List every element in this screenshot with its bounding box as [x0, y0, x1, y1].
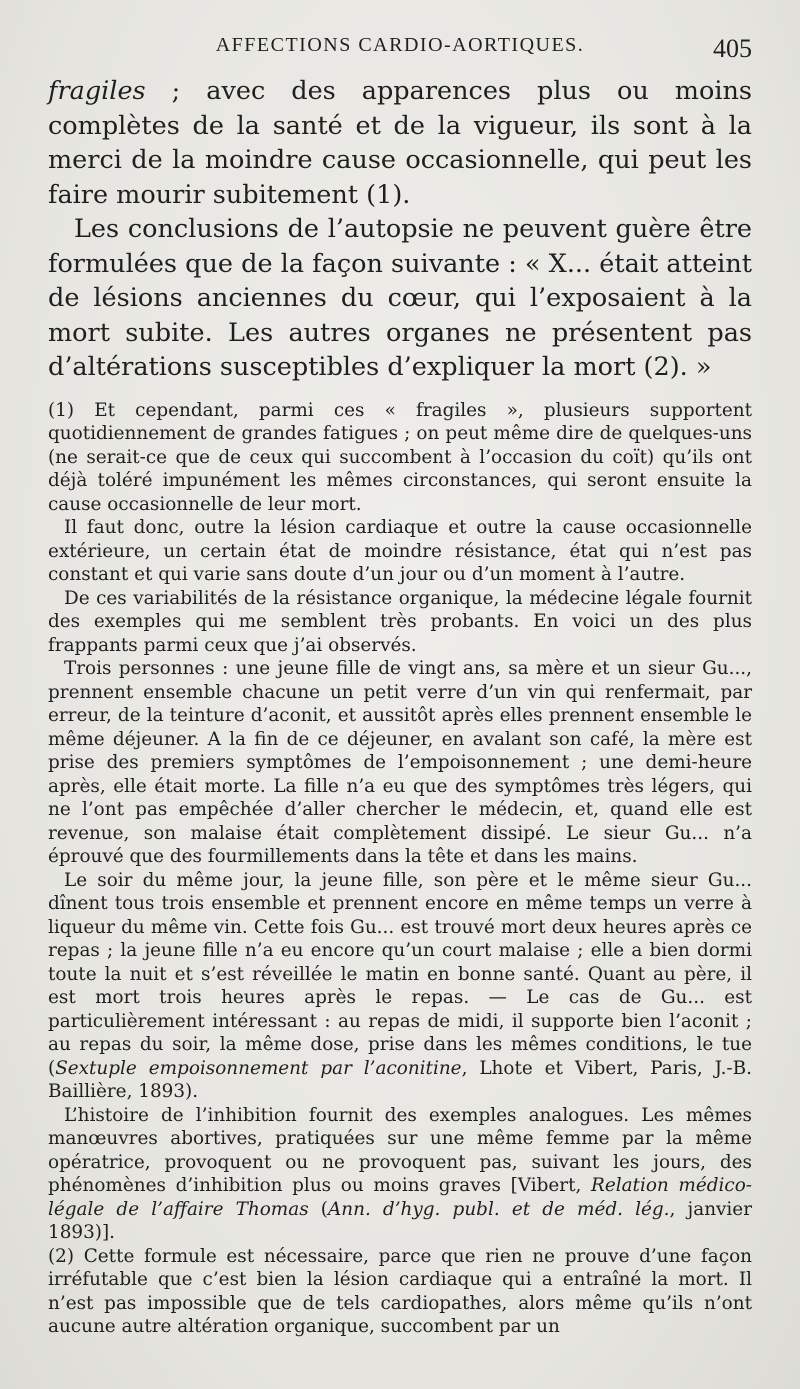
text-run: L’histoire de l’inhibition fournit des exemples analogues. Les mêmes manœuvres abortives, pratiquées sur une même femme par la même opératrice, provoquent ou ne provoquent pas, suivant les jours, des phénomènes d’inhibition plus ou moins graves [Vibert,: [48, 1104, 752, 1196]
text-run: (: [308, 1198, 328, 1220]
text-run: Le soir du même jour, la jeune fille, son père et le même sieur Gu... dînent tous trois ensemble et prennent encore en même temps un verre à liqueur du même vin. Cette fois Gu... est trouvé mort deux heures après ce repas ; la jeune fille n’a eu encore qu’un court malaise ; elle a bien dormi toute la nuit et s’est réveillée le matin en bonne santé. Quant au père, il est mort trois heures après le repas. — Le cas de Gu... est particulièrement intéressant : au repas de midi, il supporte bien l’aconit ; au repas du soir, la même dose, prise dans les mêmes conditions, le tue (: [48, 869, 752, 1079]
italic-text: Sextuple empoisonnement par l’aconitine: [55, 1057, 462, 1079]
italic-text: Ann. d’hyg. publ. et de méd. lég.: [327, 1198, 670, 1220]
text-run: (2) Cette formule est nécessaire, parce que rien ne prouve d’une façon irréfutable que c’est bien la lésion cardiaque qui a entraîné la mort. Il n’est pas impossible que de tels cardiopathes, alors même qu’ils n’ont aucune autre altération organique, succombent par un: [48, 1245, 752, 1337]
footnote-paragraph: [48, 869, 752, 1104]
main-paragraph: [48, 212, 752, 385]
main-paragraph: [48, 74, 752, 212]
footnotes: [48, 399, 752, 1339]
italic-text: fragiles: [48, 76, 146, 106]
page-number: 405: [713, 34, 752, 63]
text-run: , Lhote et Vibert, Paris, J.-B. Baillière, 1893).: [48, 1057, 753, 1102]
text-run: De ces variabilités de la résistance organique, la médecine légale fournit des exemples qui me semblent très probants. En voici un des plus frappants parmi ceux que j’ai observés.: [48, 587, 752, 656]
footnote-paragraph: [48, 1104, 752, 1245]
text-run: Les conclusions de l’autopsie ne peuvent guère être formulées que de la façon suivante : « X... était atteint de lésions anciennes du cœur, qui l’exposaient à la mort subite. Les autres organes ne présentent pas d’altérations susceptibles d’expliquer la mort (2). »: [48, 214, 752, 382]
footnote-paragraph: [48, 587, 752, 658]
text-run: Il faut donc, outre la lésion cardiaque et outre la cause occasionnelle extérieure, un certain état de moindre résistance, état qui n’est pas constant et qui varie sans doute d’un jour ou d’un moment à l’autre.: [48, 517, 752, 585]
text-run: Trois personnes : une jeune fille de vingt ans, sa mère et un sieur Gu..., prennent ensemble chacune un petit verre d’un vin qui renfermait, par erreur, de la teinture d’aconit, et aussitôt après elles prennent ensemble le même déjeuner. A la fin de ce déjeuner, en avalant son café, la mère est prise des premiers symptômes de l’empoisonnement ; une demi-heure après, elle était morte. La fille n’a eu que des symptômes très légers, qui ne l’ont pas empêchée d’aller chercher le médecin, et, quand elle est revenue, son malaise était complètement dissipé. Le sieur Gu... n’a éprouvé que des fourmillements dans la tête et dans les mains.: [48, 658, 752, 867]
footnote-paragraph: [48, 516, 752, 587]
footnote-paragraph: [48, 399, 752, 517]
page-header: [48, 34, 752, 74]
main-text: [48, 74, 752, 385]
running-title: AFFECTIONS CARDIO-AORTIQUES.: [215, 34, 585, 56]
footnote-paragraph: [48, 657, 752, 869]
footnote-paragraph: [48, 1245, 752, 1339]
text-run: ; avec des apparences plus ou moins complètes de la santé et de la vigueur, ils sont à la merci de la moindre cause occasionnelle, qui peut les faire mourir subitement (1).: [48, 76, 752, 210]
text-run: (1) Et cependant, parmi ces « fragiles », plusieurs supportent quotidiennement de grandes fatigues ; on peut même dire de quelques-uns (ne serait-ce que de ceux qui succombent à l’occasion du coït) qu’ils ont déjà toléré impunément les mêmes circonstances, qui seront ensuite la cause occasionnelle de leur mort.: [48, 399, 752, 515]
text-run: , janvier 1893)].: [48, 1198, 752, 1243]
italic-text: Relation médico-légale de l’affaire Thomas: [48, 1175, 752, 1220]
